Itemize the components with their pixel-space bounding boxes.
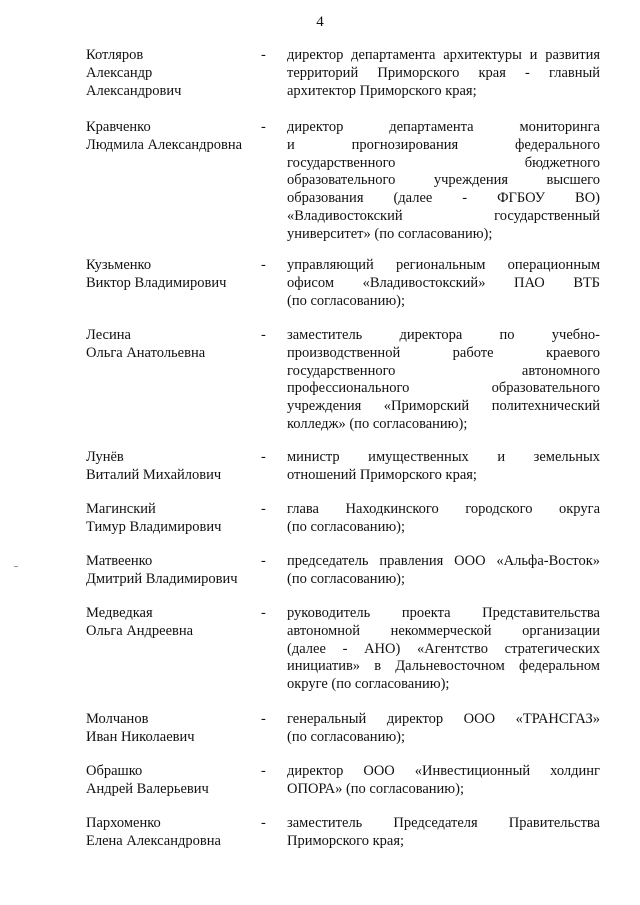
member-position [287, 605, 600, 694]
member-position-line: колледж» (по согласованию); [287, 415, 468, 432]
separator-dash: - [261, 763, 266, 779]
member-position-line: директор департамента архитектуры и развития [287, 47, 600, 63]
member-position-line: (по согласованию); [287, 570, 406, 587]
member-position-line: образования (далее - ФГБОУ ВО) [287, 190, 600, 207]
member-position-line: и прогнозирования федерального [287, 136, 600, 153]
member-position-line: министр имущественных и земельных [287, 449, 600, 465]
separator-dash: - [261, 257, 266, 273]
member-position-line: архитектор Приморского края; [287, 82, 477, 99]
member-position-line: генеральный директор ООО «ТРАНСГАЗ» [287, 711, 600, 727]
separator-dash: - [261, 47, 266, 63]
member-position [287, 711, 600, 747]
member-name-line: Елена Александровна [86, 832, 221, 849]
separator-dash: - [261, 711, 266, 727]
member-name [86, 553, 261, 589]
member-position-line: инициатив» в Дальневосточном федеральном [287, 658, 600, 675]
member-position-line: производственной работе краевого [287, 344, 600, 361]
member-position [287, 553, 600, 589]
member-position-line: Приморского края; [287, 832, 405, 849]
member-name-line: Людмила Александровна [86, 136, 243, 153]
member-name-line: Тимур Владимирович [86, 518, 222, 535]
member-position [287, 257, 600, 310]
member-position [287, 119, 600, 244]
member-position-line: (по согласованию); [287, 292, 406, 309]
member-position-line: управляющий региональным операционным [287, 257, 600, 273]
member-position [287, 501, 600, 537]
member-position [287, 327, 600, 434]
member-position [287, 47, 600, 100]
member-position-line: автономной некоммерческой организации [287, 622, 600, 639]
member-name-line: Кузьменко [86, 257, 152, 273]
member-name-line: Александр [86, 64, 153, 81]
separator-dash: - [261, 119, 266, 135]
member-position-line: округе (по согласованию); [287, 676, 450, 693]
member-name-line: Обрашко [86, 763, 143, 779]
member-position-line: учреждения «Приморский политехнический [287, 398, 600, 415]
member-name-line: Виталий Михайлович [86, 466, 222, 483]
member-name [86, 327, 261, 363]
member-position-line: университет» (по согласованию); [287, 225, 493, 242]
member-position-line: территорий Приморского края - главный [287, 64, 600, 81]
separator-dash: - [261, 605, 266, 621]
margin-mark [14, 566, 18, 567]
member-name [86, 47, 261, 100]
member-position-line: офисом «Владивостокский» ПАО ВТБ [287, 274, 600, 291]
member-position-line: директор департамента мониторинга [287, 119, 600, 135]
separator-dash: - [261, 815, 266, 831]
member-name [86, 119, 261, 155]
member-name-line: Матвеенко [86, 553, 153, 569]
member-position-line: директор ООО «Инвестиционный холдинг [287, 763, 600, 779]
member-position [287, 763, 600, 799]
separator-dash: - [261, 501, 266, 517]
member-name-line: Виктор Владимирович [86, 274, 227, 291]
member-position-line: председатель правления ООО «Альфа-Восток» [287, 553, 600, 569]
member-name [86, 449, 261, 485]
member-name-line: Ольга Анатольевна [86, 344, 206, 361]
member-position-line: ОПОРА» (по согласованию); [287, 780, 464, 797]
page-number: 4 [316, 14, 324, 30]
member-name [86, 711, 261, 747]
member-position-line: (по согласованию); [287, 518, 406, 535]
member-position [287, 815, 600, 851]
member-name [86, 605, 261, 641]
member-name-line: Котляров [86, 47, 144, 63]
member-position-line: отношений Приморского края; [287, 466, 477, 483]
member-name-line: Пархоменко [86, 815, 161, 831]
member-position-line: образовательного учреждения высшего [287, 172, 600, 189]
member-position-line: глава Находкинского городского округа [287, 501, 600, 517]
member-position-line: (по согласованию); [287, 728, 406, 745]
separator-dash: - [261, 449, 266, 465]
member-name-line: Лунёв [86, 449, 124, 465]
member-name-line: Магинский [86, 501, 156, 517]
member-name-line: Кравченко [86, 119, 151, 135]
member-name-line: Ольга Андреевна [86, 622, 194, 639]
separator-dash: - [261, 553, 266, 569]
member-position-line: заместитель директора по учебно- [287, 327, 600, 343]
member-name-line: Иван Николаевич [86, 728, 195, 745]
member-name-line: Андрей Валерьевич [86, 780, 209, 797]
member-name [86, 257, 261, 293]
member-position [287, 449, 600, 485]
member-name [86, 815, 261, 851]
member-position-line: (далее - АНО) «Агентство стратегических [287, 640, 600, 657]
member-name-line: Лесина [86, 327, 131, 343]
member-name [86, 763, 261, 799]
member-position-line: заместитель Председателя Правительства [287, 815, 600, 831]
member-name-line: Молчанов [86, 711, 149, 727]
member-position-line: государственного автономного [287, 362, 600, 379]
member-position-line: государственного бюджетного [287, 154, 600, 171]
member-position-line: руководитель проекта Представительства [287, 605, 600, 621]
member-position-line: «Владивостокский государственный [287, 207, 600, 224]
separator-dash: - [261, 327, 266, 343]
member-name-line: Медведкая [86, 605, 153, 621]
member-name-line: Дмитрий Владимирович [86, 570, 238, 587]
member-name [86, 501, 261, 537]
member-name-line: Александрович [86, 82, 182, 99]
member-position-line: профессионального образовательного [287, 380, 600, 397]
